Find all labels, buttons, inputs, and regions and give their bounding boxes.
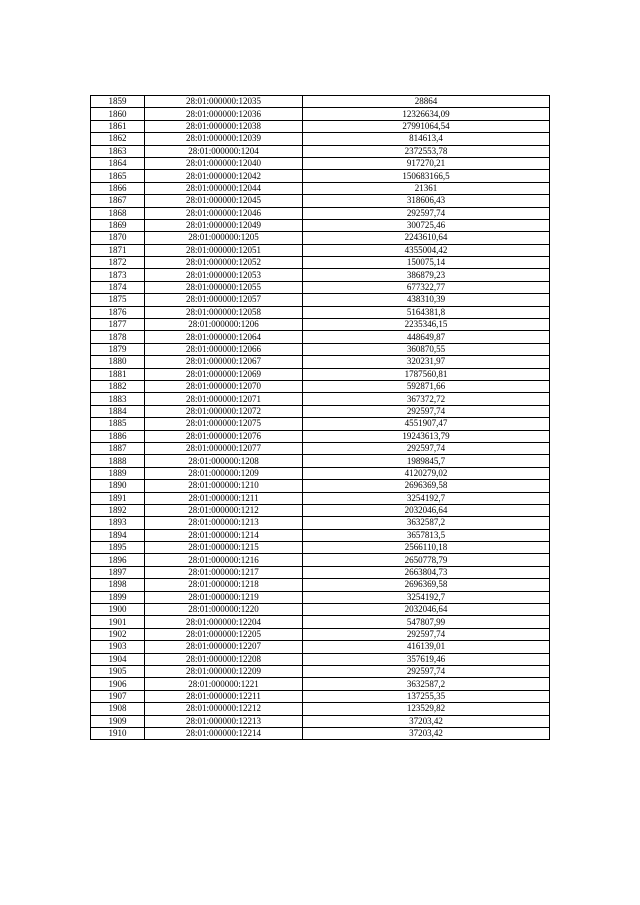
row-number-cell: 1896 xyxy=(91,554,145,566)
cadastral-number-cell: 28:01:000000:12053 xyxy=(145,269,303,281)
cadastral-number-cell: 28:01:000000:12057 xyxy=(145,294,303,306)
value-cell: 37203,42 xyxy=(303,715,550,727)
cadastral-number-cell: 28:01:000000:12067 xyxy=(145,356,303,368)
cadastral-number-cell: 28:01:000000:12064 xyxy=(145,331,303,343)
cadastral-number-cell: 28:01:000000:1215 xyxy=(145,542,303,554)
cadastral-number-cell: 28:01:000000:1213 xyxy=(145,517,303,529)
value-cell: 677322,77 xyxy=(303,281,550,293)
row-number-cell: 1895 xyxy=(91,542,145,554)
table-row xyxy=(91,257,550,269)
cadastral-number-cell: 28:01:000000:12066 xyxy=(145,343,303,355)
value-cell: 5164381,8 xyxy=(303,306,550,318)
table-row xyxy=(91,542,550,554)
value-cell: 3254192,7 xyxy=(303,492,550,504)
cadastral-number-cell: 28:01:000000:1208 xyxy=(145,455,303,467)
table-row xyxy=(91,157,550,169)
table-row xyxy=(91,195,550,207)
table-row xyxy=(91,108,550,120)
table-row xyxy=(91,281,550,293)
value-cell: 27991064,54 xyxy=(303,120,550,132)
row-number-cell: 1910 xyxy=(91,727,145,739)
row-number-cell: 1883 xyxy=(91,393,145,405)
table-row xyxy=(91,133,550,145)
table-row xyxy=(91,306,550,318)
value-cell: 4120279,02 xyxy=(303,467,550,479)
cadastral-number-cell: 28:01:000000:12072 xyxy=(145,405,303,417)
value-cell: 360870,55 xyxy=(303,343,550,355)
table-row xyxy=(91,232,550,244)
table-row xyxy=(91,368,550,380)
row-number-cell: 1870 xyxy=(91,232,145,244)
table-row xyxy=(91,678,550,690)
row-number-cell: 1904 xyxy=(91,653,145,665)
cadastral-number-cell: 28:01:000000:12039 xyxy=(145,133,303,145)
table-row xyxy=(91,319,550,331)
row-number-cell: 1869 xyxy=(91,219,145,231)
table-row xyxy=(91,120,550,132)
cadastral-number-cell: 28:01:000000:12076 xyxy=(145,430,303,442)
table-row xyxy=(91,331,550,343)
row-number-cell: 1901 xyxy=(91,616,145,628)
table-row xyxy=(91,430,550,442)
table-row xyxy=(91,418,550,430)
row-number-cell: 1906 xyxy=(91,678,145,690)
cadastral-number-cell: 28:01:000000:1214 xyxy=(145,529,303,541)
cadastral-number-cell: 28:01:000000:1220 xyxy=(145,604,303,616)
table-row xyxy=(91,480,550,492)
table-row xyxy=(91,653,550,665)
row-number-cell: 1866 xyxy=(91,182,145,194)
table-row xyxy=(91,579,550,591)
row-number-cell: 1864 xyxy=(91,157,145,169)
cadastral-number-cell: 28:01:000000:12051 xyxy=(145,244,303,256)
table-row xyxy=(91,529,550,541)
table-row xyxy=(91,467,550,479)
value-cell: 448649,87 xyxy=(303,331,550,343)
value-cell: 300725,46 xyxy=(303,219,550,231)
value-cell: 2663804,73 xyxy=(303,566,550,578)
row-number-cell: 1897 xyxy=(91,566,145,578)
table-row xyxy=(91,604,550,616)
value-cell: 2696369,58 xyxy=(303,579,550,591)
value-cell: 2235346,15 xyxy=(303,319,550,331)
table-row xyxy=(91,343,550,355)
cadastral-number-cell: 28:01:000000:12077 xyxy=(145,442,303,454)
cadastral-number-cell: 28:01:000000:1217 xyxy=(145,566,303,578)
cadastral-number-cell: 28:01:000000:1219 xyxy=(145,591,303,603)
value-cell: 2566110,18 xyxy=(303,542,550,554)
table-row xyxy=(91,504,550,516)
row-number-cell: 1860 xyxy=(91,108,145,120)
row-number-cell: 1884 xyxy=(91,405,145,417)
value-cell: 137255,35 xyxy=(303,690,550,702)
table-row xyxy=(91,591,550,603)
cadastral-number-cell: 28:01:000000:12208 xyxy=(145,653,303,665)
value-cell: 37203,42 xyxy=(303,727,550,739)
value-cell: 12326634,09 xyxy=(303,108,550,120)
table-row xyxy=(91,219,550,231)
table-row xyxy=(91,715,550,727)
table-row xyxy=(91,442,550,454)
cadastral-number-cell: 28:01:000000:1205 xyxy=(145,232,303,244)
row-number-cell: 1879 xyxy=(91,343,145,355)
value-cell: 1787560,81 xyxy=(303,368,550,380)
value-cell: 2650778,79 xyxy=(303,554,550,566)
value-cell: 438310,39 xyxy=(303,294,550,306)
value-cell: 3254192,7 xyxy=(303,591,550,603)
row-number-cell: 1877 xyxy=(91,319,145,331)
value-cell: 19243613,79 xyxy=(303,430,550,442)
value-cell: 28864 xyxy=(303,96,550,108)
cadastral-number-cell: 28:01:000000:1221 xyxy=(145,678,303,690)
table-row xyxy=(91,566,550,578)
cadastral-number-cell: 28:01:000000:12040 xyxy=(145,157,303,169)
cadastral-number-cell: 28:01:000000:12055 xyxy=(145,281,303,293)
cadastral-number-cell: 28:01:000000:1204 xyxy=(145,145,303,157)
row-number-cell: 1902 xyxy=(91,628,145,640)
cadastral-number-cell: 28:01:000000:12042 xyxy=(145,170,303,182)
row-number-cell: 1891 xyxy=(91,492,145,504)
cadastral-number-cell: 28:01:000000:12209 xyxy=(145,665,303,677)
row-number-cell: 1863 xyxy=(91,145,145,157)
value-cell: 292597,74 xyxy=(303,207,550,219)
cadastral-number-cell: 28:01:000000:12052 xyxy=(145,257,303,269)
row-number-cell: 1893 xyxy=(91,517,145,529)
cadastral-number-cell: 28:01:000000:12070 xyxy=(145,380,303,392)
value-cell: 2032046,64 xyxy=(303,604,550,616)
cadastral-number-cell: 28:01:000000:12035 xyxy=(145,96,303,108)
table-row xyxy=(91,727,550,739)
table-row xyxy=(91,145,550,157)
table-row xyxy=(91,554,550,566)
row-number-cell: 1881 xyxy=(91,368,145,380)
table-row xyxy=(91,455,550,467)
value-cell: 123529,82 xyxy=(303,703,550,715)
row-number-cell: 1886 xyxy=(91,430,145,442)
row-number-cell: 1868 xyxy=(91,207,145,219)
row-number-cell: 1888 xyxy=(91,455,145,467)
cadastral-number-cell: 28:01:000000:1216 xyxy=(145,554,303,566)
table-row xyxy=(91,356,550,368)
row-number-cell: 1885 xyxy=(91,418,145,430)
value-cell: 3632587,2 xyxy=(303,517,550,529)
cadastral-number-cell: 28:01:000000:12213 xyxy=(145,715,303,727)
row-number-cell: 1871 xyxy=(91,244,145,256)
value-cell: 2243610,64 xyxy=(303,232,550,244)
value-cell: 3657813,5 xyxy=(303,529,550,541)
cadastral-number-cell: 28:01:000000:12044 xyxy=(145,182,303,194)
cadastral-number-cell: 28:01:000000:1218 xyxy=(145,579,303,591)
table-row xyxy=(91,492,550,504)
cadastral-number-cell: 28:01:000000:12075 xyxy=(145,418,303,430)
row-number-cell: 1890 xyxy=(91,480,145,492)
cadastral-number-cell: 28:01:000000:1210 xyxy=(145,480,303,492)
value-cell: 2032046,64 xyxy=(303,504,550,516)
table-row xyxy=(91,628,550,640)
table-row xyxy=(91,393,550,405)
row-number-cell: 1907 xyxy=(91,690,145,702)
cadastral-number-cell: 28:01:000000:12211 xyxy=(145,690,303,702)
row-number-cell: 1875 xyxy=(91,294,145,306)
row-number-cell: 1878 xyxy=(91,331,145,343)
table-row xyxy=(91,665,550,677)
value-cell: 1989845,7 xyxy=(303,455,550,467)
value-cell: 386879,23 xyxy=(303,269,550,281)
table-row xyxy=(91,170,550,182)
row-number-cell: 1862 xyxy=(91,133,145,145)
row-number-cell: 1867 xyxy=(91,195,145,207)
row-number-cell: 1898 xyxy=(91,579,145,591)
value-cell: 150075,14 xyxy=(303,257,550,269)
table-row xyxy=(91,690,550,702)
value-cell: 292597,74 xyxy=(303,442,550,454)
value-cell: 547807,99 xyxy=(303,616,550,628)
value-cell: 21361 xyxy=(303,182,550,194)
value-cell: 917270,21 xyxy=(303,157,550,169)
cadastral-number-cell: 28:01:000000:12058 xyxy=(145,306,303,318)
row-number-cell: 1882 xyxy=(91,380,145,392)
value-cell: 416139,01 xyxy=(303,641,550,653)
cadastral-number-cell: 28:01:000000:12069 xyxy=(145,368,303,380)
row-number-cell: 1887 xyxy=(91,442,145,454)
cadastral-number-cell: 28:01:000000:1209 xyxy=(145,467,303,479)
cadastral-number-cell: 28:01:000000:12214 xyxy=(145,727,303,739)
row-number-cell: 1880 xyxy=(91,356,145,368)
value-cell: 367372,72 xyxy=(303,393,550,405)
cadastral-number-cell: 28:01:000000:12204 xyxy=(145,616,303,628)
table-body xyxy=(91,96,550,740)
row-number-cell: 1903 xyxy=(91,641,145,653)
cadastral-number-cell: 28:01:000000:12036 xyxy=(145,108,303,120)
table-row xyxy=(91,380,550,392)
row-number-cell: 1859 xyxy=(91,96,145,108)
row-number-cell: 1876 xyxy=(91,306,145,318)
row-number-cell: 1861 xyxy=(91,120,145,132)
value-cell: 2372553,78 xyxy=(303,145,550,157)
table-row xyxy=(91,616,550,628)
cadastral-value-table xyxy=(90,95,550,740)
table-row xyxy=(91,517,550,529)
row-number-cell: 1873 xyxy=(91,269,145,281)
value-cell: 292597,74 xyxy=(303,665,550,677)
row-number-cell: 1865 xyxy=(91,170,145,182)
cadastral-number-cell: 28:01:000000:1206 xyxy=(145,319,303,331)
table-row xyxy=(91,244,550,256)
row-number-cell: 1909 xyxy=(91,715,145,727)
value-cell: 292597,74 xyxy=(303,405,550,417)
cadastral-number-cell: 28:01:000000:1212 xyxy=(145,504,303,516)
row-number-cell: 1899 xyxy=(91,591,145,603)
cadastral-number-cell: 28:01:000000:12207 xyxy=(145,641,303,653)
cadastral-number-cell: 28:01:000000:12046 xyxy=(145,207,303,219)
value-cell: 318606,43 xyxy=(303,195,550,207)
table-row xyxy=(91,269,550,281)
row-number-cell: 1872 xyxy=(91,257,145,269)
row-number-cell: 1892 xyxy=(91,504,145,516)
value-cell: 814613,4 xyxy=(303,133,550,145)
table-row xyxy=(91,182,550,194)
row-number-cell: 1900 xyxy=(91,604,145,616)
value-cell: 2696369,58 xyxy=(303,480,550,492)
table-row xyxy=(91,703,550,715)
value-cell: 357619,46 xyxy=(303,653,550,665)
value-cell: 592871,66 xyxy=(303,380,550,392)
cadastral-number-cell: 28:01:000000:12038 xyxy=(145,120,303,132)
table-row xyxy=(91,641,550,653)
cadastral-number-cell: 28:01:000000:12049 xyxy=(145,219,303,231)
value-cell: 150683166,5 xyxy=(303,170,550,182)
cadastral-number-cell: 28:01:000000:12045 xyxy=(145,195,303,207)
value-cell: 4355004,42 xyxy=(303,244,550,256)
value-cell: 4551907,47 xyxy=(303,418,550,430)
value-cell: 3632587,2 xyxy=(303,678,550,690)
value-cell: 292597,74 xyxy=(303,628,550,640)
value-cell: 320231,97 xyxy=(303,356,550,368)
table-row xyxy=(91,405,550,417)
cadastral-number-cell: 28:01:000000:12071 xyxy=(145,393,303,405)
table-row xyxy=(91,96,550,108)
table-row xyxy=(91,207,550,219)
table-row xyxy=(91,294,550,306)
cadastral-number-cell: 28:01:000000:12212 xyxy=(145,703,303,715)
row-number-cell: 1894 xyxy=(91,529,145,541)
cadastral-number-cell: 28:01:000000:1211 xyxy=(145,492,303,504)
row-number-cell: 1908 xyxy=(91,703,145,715)
row-number-cell: 1874 xyxy=(91,281,145,293)
row-number-cell: 1905 xyxy=(91,665,145,677)
cadastral-number-cell: 28:01:000000:12205 xyxy=(145,628,303,640)
row-number-cell: 1889 xyxy=(91,467,145,479)
